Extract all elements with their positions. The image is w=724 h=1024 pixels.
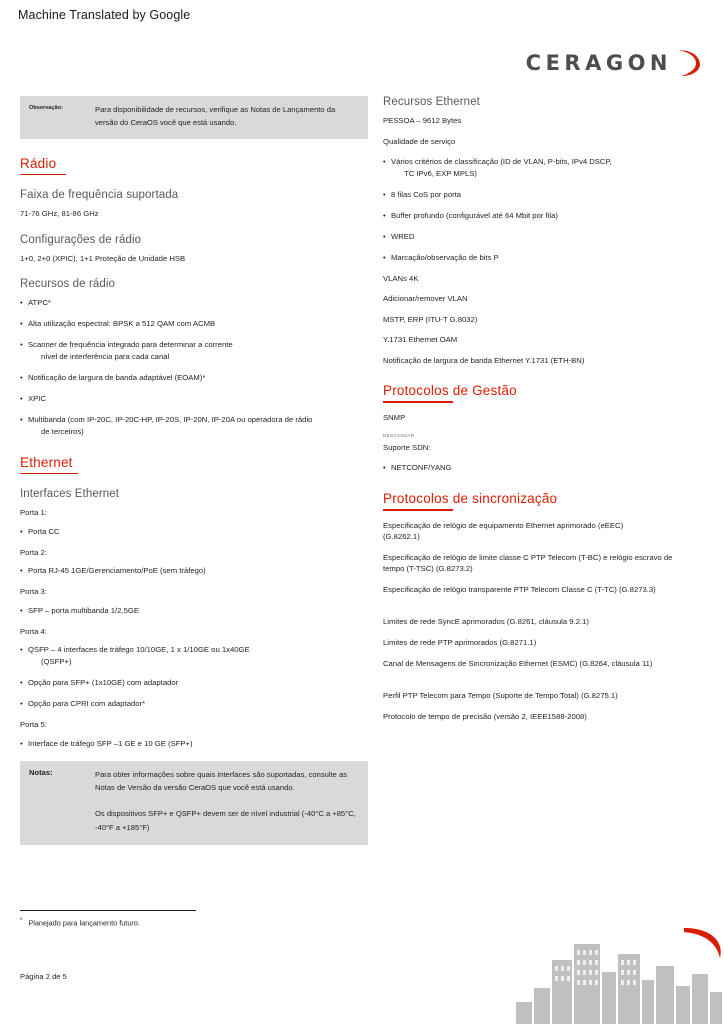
list-item: • Porta CC (20, 526, 368, 538)
mgmt-line-snmp: SNMP (383, 413, 406, 423)
port-1-label: Porta 1: (20, 508, 47, 518)
eth-line-qos: Qualidade de serviço (383, 136, 456, 146)
list-item: • SFP – porta multibanda 1/2,5GE (20, 605, 368, 617)
translate-banner-label: Machine Translated by Google (18, 8, 191, 22)
section-rule-sync (383, 509, 453, 511)
port-4-items (20, 644, 368, 710)
machine-translate-banner (0, 0, 724, 30)
sync-item: Perfil PTP Telecom para Tempo (Suporte de Tempo Total) (G.8275.1) (383, 691, 618, 701)
right-column (383, 96, 713, 731)
sync-item-text: Especificação de relógio de limite classe C PTP Telecom (T-BC) e relógio escravo de (383, 552, 673, 562)
heading-radio-features: Recursos de rádio (20, 278, 116, 291)
list-item: • Alta utilização espectral: BPSK a 512 QAM com ACMB (20, 318, 368, 330)
section-heading-management: Protocolos de Gestão (383, 383, 517, 399)
notes-body (95, 768, 359, 835)
heading-ethernet-features: Recursos Ethernet (383, 96, 480, 108)
list-item: • Marcação/observação de bits P (383, 252, 713, 264)
section-heading-ethernet: Ethernet (20, 454, 73, 470)
footnote-text: Planejado para lançamento futuro. (28, 918, 140, 928)
eth-line-ethbn: Notificação de largura de banda Ethernet Y.1731 (ETH-BN) (383, 355, 585, 365)
notes-label: Notas: (29, 767, 53, 777)
note-text: Para disponibilidade de recursos, verifique as Notas de Lançamento da versão do CeraOS você que está usando. (95, 105, 336, 128)
eth-line-mtu: PESSOA – 9612 Bytes (383, 116, 462, 125)
frequency-value: 71-76 GHz, 81-86 GHz (20, 209, 99, 219)
sync-item (383, 520, 713, 543)
management-bullets (383, 462, 713, 474)
heading-supported-frequency: Faixa de frequência suportada (20, 189, 179, 202)
list-item-continuation: de terceiros) (41, 426, 84, 436)
list-item: • Opção para SFP+ (1x10GE) com adaptador (20, 677, 368, 689)
left-column (20, 96, 368, 845)
port-2-items (20, 565, 368, 577)
ceragon-swoosh-icon (676, 48, 702, 78)
notes-box (20, 761, 368, 846)
port-5-label: Porta 5: (20, 720, 47, 730)
section-rule-ethernet (20, 473, 78, 475)
footnote (20, 918, 140, 927)
sync-item-continuation: (G.8262.1) (383, 532, 420, 542)
sync-item: Limites de rede SyncE aprimorados (G.8261, cláusula 9.2.1) (383, 617, 589, 627)
list-item: • NETCONF/YANG (383, 462, 713, 474)
city-skyline-artwork (384, 914, 724, 1024)
section-rule-radio (20, 174, 66, 176)
sync-item (383, 552, 713, 575)
list-item-continuation: nível de interferência para cada canal (41, 352, 170, 362)
ceragon-logo-text: CERAGON (525, 51, 672, 75)
section-heading-sync: Protocolos de sincronização (383, 491, 558, 507)
ethernet-features-list (383, 156, 713, 264)
list-item-text: QSFP – 4 interfaces de tráfego 10/10GE, 1 x 1/10GE ou 1x40GE (28, 645, 250, 655)
port-4-label: Porta 4: (20, 626, 47, 636)
list-item (20, 414, 368, 438)
sync-item-continuation: tempo (T-TSC) (G.8273.2) (383, 564, 473, 574)
eth-line-vlans: VLANs 4K (383, 273, 419, 283)
sync-item: Limites de rede PTP aprimorados (G.8271.1) (383, 637, 537, 647)
eth-line-vlan-addremove: Adicionar/remover VLAN (383, 294, 468, 304)
heading-radio-configurations: Configurações de rádio (20, 233, 142, 246)
footnote-marker: * (20, 918, 23, 924)
list-item (20, 644, 368, 668)
port-3-label: Porta 3: (20, 587, 47, 597)
list-item (383, 156, 713, 180)
heading-ethernet-interfaces: Interfaces Ethernet (20, 488, 120, 501)
notes-paragraph: Os dispositivos SFP+ e QSFP+ devem ser de nível industrial (-40°C a +85°C, -40°F a +185°F) (95, 808, 356, 832)
list-item: • Porta RJ-45 1GE/Gerenciamento/PoE (sem tráfego) (20, 565, 368, 577)
sync-item: Especificação de relógio transparente PTP Telecom Classe C (T-TC) (G.8273.3) (383, 584, 656, 594)
sync-item-text: Especificação de relógio de equipamento Ethernet aprimorado (eEEC) (383, 520, 624, 530)
list-item-continuation: TC IPv6, EXP MPLS) (404, 169, 477, 179)
sync-item: Protocolo de tempo de precisão (versão 2, IEEE1588-2008) (383, 711, 587, 721)
port-5-items (20, 738, 368, 750)
eth-line-oam: Y.1731 Ethernet OAM (383, 335, 458, 345)
ceragon-logo (526, 48, 702, 78)
port-2-label: Porta 2: (20, 547, 47, 557)
sync-item: Canal de Mensagens de Sincronização Ethernet (ESMC) (G.8264, cláusula 11) (383, 658, 653, 668)
mgmt-line-sdn: Suporte SDN: (383, 442, 431, 452)
section-heading-radio: Rádio (20, 155, 57, 171)
list-item: • XPIC (20, 393, 368, 405)
port-3-items (20, 605, 368, 617)
list-item (20, 339, 368, 363)
list-item: • Opção para CPRI com adaptador* (20, 698, 368, 710)
section-rule-management (383, 401, 453, 403)
list-item-continuation: (QSFP+) (41, 657, 72, 667)
list-item: • ATPC* (20, 297, 368, 309)
list-item-text: Vários critérios de classificação (ID de VLAN, P-bits, IPv4 DSCP, (391, 157, 612, 167)
radio-features-list (20, 297, 368, 438)
availability-note-box (20, 96, 368, 139)
mgmt-line-rest: DESCANSAR (383, 432, 415, 438)
list-item-text: Multibanda (com IP-20C, IP-20C-HP, IP-20S, IP-20N, IP-20A ou operadora de rádio (28, 414, 313, 424)
list-item-text: Scanner de frequência integrado para determinar a corrente (28, 340, 233, 350)
page-number: Página 2 de 5 (20, 972, 67, 981)
notes-paragraph: Para obter informações sobre quais interfaces são suportadas, consulte as Notas de Versão da versão CeraOS que você está usando. (95, 769, 347, 793)
eth-line-mstp: MSTP, ERP (ITU-T G.8032) (383, 314, 478, 324)
note-label: Observação: (29, 105, 63, 111)
config-value: 1+0, 2+0 (XPIC), 1+1 Proteção de Unidade HSB (20, 253, 186, 263)
list-item: • Notificação de largura de banda adaptável (EOAM)* (20, 372, 368, 384)
footnote-divider (20, 910, 196, 911)
list-item: • 8 filas CoS por porta (383, 189, 713, 201)
port-1-items (20, 526, 368, 538)
list-item: • Buffer profundo (configurável até 64 Mbit por fila) (383, 210, 713, 222)
list-item: • WRED (383, 231, 713, 243)
list-item: • Interface de tráfego SFP –1 GE e 10 GE (SFP+) (20, 738, 368, 750)
